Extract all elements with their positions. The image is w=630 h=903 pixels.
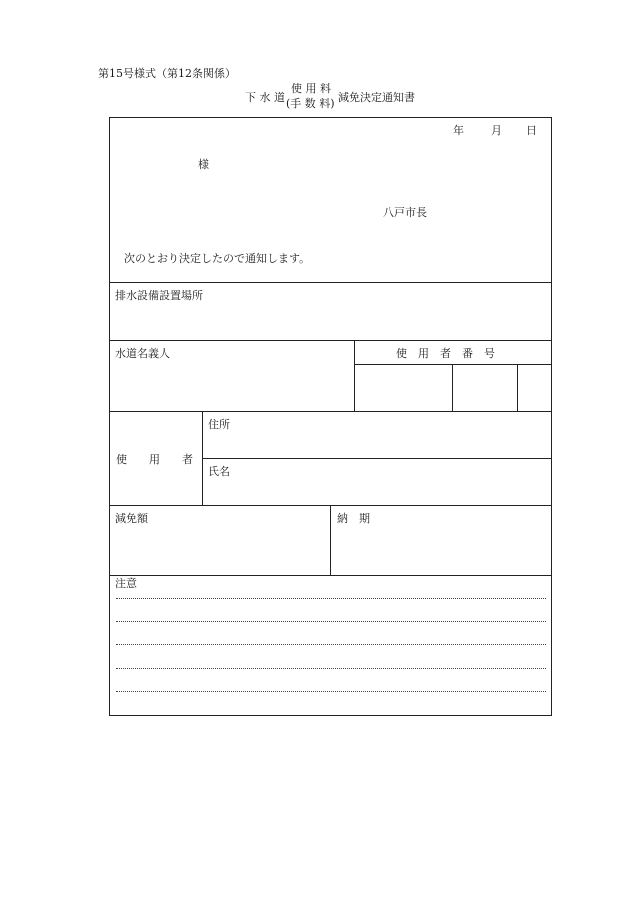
note-line [116, 691, 546, 692]
note-line [116, 621, 546, 622]
name-label: 氏名 [208, 465, 230, 478]
user-label: 使 用 者 [116, 453, 193, 466]
drainage-location-label: 排水設備設置場所 [115, 289, 203, 302]
issuer-name: 八戸市長 [383, 206, 427, 219]
title-fee-lower: (手 数 料) [286, 97, 335, 110]
recipient-honorific: 様 [198, 158, 209, 171]
date-month-label: 月 [491, 124, 502, 137]
title-suffix: 減免決定通知書 [338, 91, 415, 104]
notice-text: 次のとおり決定したので通知します。 [124, 252, 311, 265]
note-line [116, 644, 546, 645]
reduction-amount-label: 減免額 [115, 512, 148, 525]
notes-label: 注意 [115, 577, 137, 590]
note-line [116, 668, 546, 669]
note-line [116, 598, 546, 599]
form-number: 第15号様式（第12条関係） [98, 67, 236, 80]
water-account-holder-label: 水道名義人 [115, 347, 170, 360]
title-prefix: 下 水 道 [245, 91, 285, 104]
title-fee-upper: 使 用 料 [291, 82, 331, 95]
user-number-label: 使 用 者 番 号 [396, 347, 495, 360]
payment-due-label: 納 期 [337, 512, 370, 525]
date-year-label: 年 [453, 124, 464, 137]
address-label: 住所 [208, 418, 230, 431]
date-day-label: 日 [526, 124, 537, 137]
